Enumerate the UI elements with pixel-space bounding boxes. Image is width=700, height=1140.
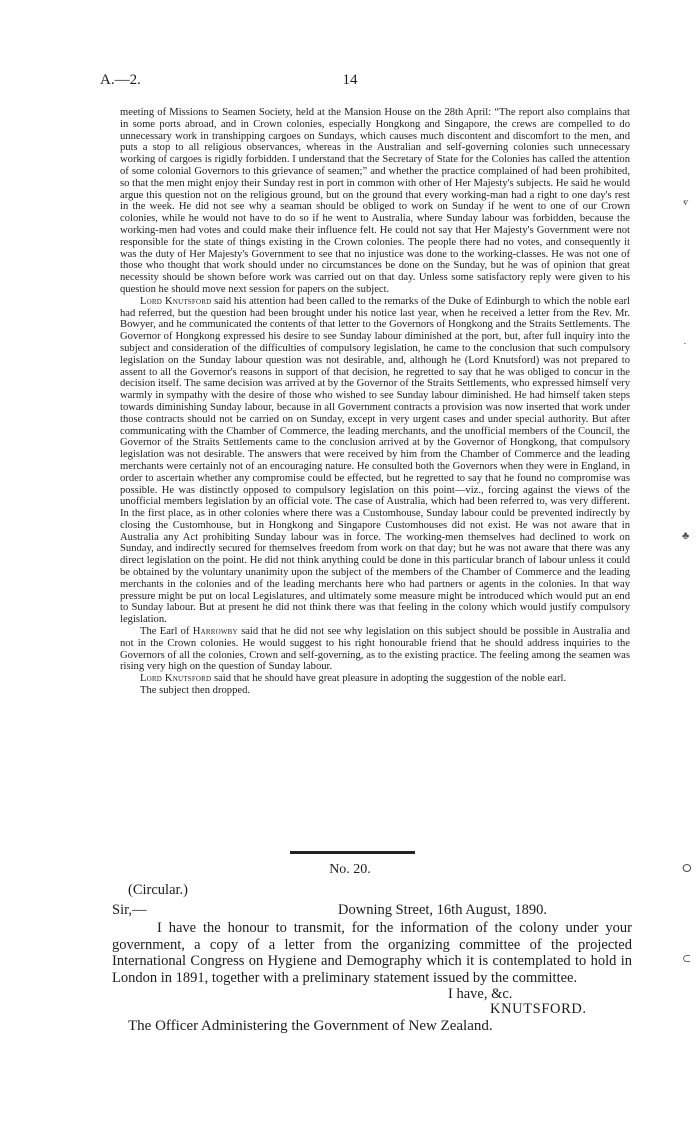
letter-paragraph: I have the honour to transmit, for the information of the colony under your government, a copy of a letter from the organizing committee of the projected International Congress on Hygiene and Demography which it is contemplated to hold in London in 1891, together with a preliminary statement issued by the committee.: [112, 920, 632, 986]
paragraph-text: said his attention had been called to the remarks of the Duke of Edinburgh to which the noble earl had referred, but the question had been brought under his notice last year, when he received a letter from the Rev. Mr. Bowyer, and he communicated the contents of that letter to the Governors of Hongkong and the Straits Settlements. The Governor of Hongkong expressed his desire to see Sunday labour diminished at the port, but, after full inquiry into the subject and consideration of the difficulties of compulsory legislation, he came to the conclusion that such compulsory legislation on the Sunday labour question was not desirable, and, although he (Lord Knutsford) was not prepared to assent to all the Governor's reasons in support of that decision, he regretted to say that he was obliged to concur in the decision itself. The same decision was arrived at by the Governor of the Straits Settlements, who expressed himself very warmly in sympathy with the desire of those who wished to see Sunday labour diminished. He had himself taken steps towards diminishing Sunday labour, because in all Government contracts a provision was now inserted that work under those contracts should not be carried on on Sunday, except in very urgent cases and under special authority. But after communicating with the Chamber of Commerce, the leading merchants, and the unofficial members of the Council, the Governor of the Straits Settlements came to the conclusion arrived at by the Governor of Hongkong, that compulsory legislation was not desirable. The answers that were received by him from the Chamber of Commerce and the leading merchants were certainly not of an encouraging nature. He consulted both the Governors when they were in England, in order to ascertain whether any compromise could be effected, but he regretted to say that he found no compromise was possible. He was distinctly opposed to compulsory legislation on this point—viz., forcing against the views of the unofficial members legislation by an official vote. The case of Australia, which had been referred to, was very different. In the first place, as in other colonies where there was a Customhouse, Sunday labour could be prevented indirectly by closing the Customhouse, but in Hongkong and Singapore Customhouses did not exist. He was not aware that in Australia any Act prohibiting Sunday labour was in force. The working-men themselves had declined to work on Sunday, and indirectly secured for themselves freedom from work on that day; but he was not aware that there was any direct legislation on the point. He did not think anything could be done in this particular branch of labour unless it could be obtained by the voluntary unanimity upon the subject of the members of the Chamber of Commerce and the leading merchants in the colonies and of the leading merchants here who had partners or agents in the colonies. In that way pressure might be put on local Legislatures, and ultimately some measure might be introduced which would put an end to Sunday labour. But at present he did not think there was that feeling in the colony which would justify compulsory legislation.: [120, 295, 630, 626]
margin-mark: ⱴ: [683, 196, 689, 208]
paragraph-text: said that he should have great pleasure in adopting the suggestion of the noble earl.: [211, 673, 567, 685]
addressee: The Officer Administering the Government of New Zealand.: [128, 1018, 493, 1034]
letter-number: No. 20.: [329, 862, 371, 877]
page-number: 14: [342, 72, 358, 88]
margin-mark: ♣: [682, 530, 690, 542]
speaker-prefix: The Earl of: [140, 626, 193, 638]
document-reference: A.—2.: [100, 72, 141, 88]
letter-body: [112, 920, 632, 986]
salutation: Sir,—: [112, 902, 147, 918]
margin-mark: ⊂: [682, 953, 692, 965]
paragraph-harrowby: [120, 626, 630, 673]
paragraph-subject-dropped: The subject then dropped.: [140, 685, 251, 697]
paragraph-knutsford-reply: [120, 296, 630, 626]
page-header: [100, 72, 600, 94]
margin-mark: ·: [683, 338, 687, 350]
circular-label: (Circular.): [128, 882, 188, 898]
signature: KNUTSFORD.: [490, 1001, 587, 1017]
paragraph-text: said that he did not see why legislation on this subject should be possible in Australia and not in the Crown colonies. He would suggest to his right honourable friend that he should address inquiries to the Governors of all the colonies, Crown and self-governing, as to the existing practice. The feeling among the seamen was rising very high on the question of Sunday labour.: [120, 626, 630, 673]
closing: I have, &c.: [448, 986, 513, 1002]
speaker-name: Harrowby: [192, 626, 238, 638]
dateline: Downing Street, 16th August, 1890.: [338, 902, 548, 918]
paragraph-seamen-report: meeting of Missions to Seamen Society, held at the Mansion House on the 28th April: “The report also complains that in some ports abroad, and in Crown colonies, especially Hongkong and Singapore, the crews are compelled to do unnecessary work in transhipping cargoes on Sundays, which causes much discontent and discomfort to the men, and puts a stop to all religious observances, whereas in the Australian and self-governing colonies such unnecessary working of cargoes is rigidly forbidden. I understand that the Secretary of State for the Colonies has called the attention of some colonial Governors to this grievance of seamen;” and whether the practice complained of had been prohibited, so that the men might enjoy their Sunday rest in port in common with other of Her Majesty's subjects. He said he would argue this question not on the religious ground, but on the ground that every working-man had a right to one day's rest in the week. He did not see why a seaman should be obliged to work on Sunday if he went to one of our Crown colonies, while he would not have to do so if he went to Australia, where Sunday labour was forbidden, because the working-men had votes and could make their influence felt. He could not say that Her Majesty's Government were not responsible for the state of things existing in the Crown colonies. The people there had no votes, and consequently it was the duty of Her Majesty's Government to see that no injustice was done to the working-classes. He was not one of those who thought that work should under no circumstances be done on the Sunday, but he was of opinion that great necessity should be shown before work was carried out on that day. Unless some satisfactory reply were given to his question he should move next session for papers on the subject.: [120, 107, 630, 295]
section-divider: [290, 851, 415, 854]
margin-mark: ⵔ: [682, 863, 692, 875]
paragraph-knutsford-closing: [120, 673, 630, 685]
speaker-name: Lord Knutsford: [140, 295, 212, 307]
speaker-name: Lord Knutsford: [140, 673, 212, 685]
report-text: [120, 107, 630, 697]
